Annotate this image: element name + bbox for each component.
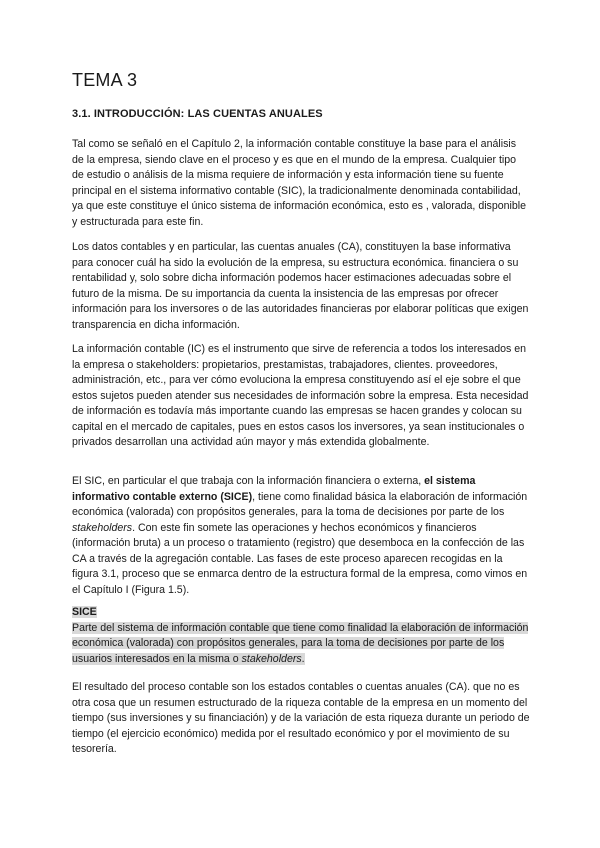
sice-definition-box — [72, 605, 530, 667]
sice-definition-term: SICE — [72, 606, 97, 618]
paragraph-sic-part-c: , tiene como finalidad básica la elaboración de información económica (valorada) con propósitos generales, para la toma de decisiones por parte de los — [72, 490, 528, 518]
paragraph-sic-part-e: . Con este fin somete las operaciones y hechos económicos y financieros (información bruta) a un proceso o tratamiento (registro) que desemboca en la confección de las CA a través de la agregación contable. Las fases de este proceso aparecen recogidas en la figura 3.1, proceso que se enmarca dentro de la estructura formal de la empresa, como vimos en el Capítulo I (Figura 1.5). — [72, 521, 528, 596]
paragraph-sic-emphasis: el sistema informativo contable externo (SICE) — [72, 475, 476, 503]
sice-definition-text: Parte del sistema de información contable que tiene como finalidad la elaboración de información económica (valorada) con propósitos generales, para la toma de decisiones por parte de los usuarios interesados en la misma o stakeholders. — [72, 621, 529, 665]
section-heading: 3.1. INTRODUCCIÓN: LAS CUENTAS ANUALES — [72, 108, 323, 120]
paragraph-sic-part-a: El SIC, en particular el que trabaja con la información financiera o externa, — [72, 475, 425, 487]
page-title: TEMA 3 — [72, 70, 138, 90]
paragraph-accounting-data: Los datos contables y en particular, las cuentas anuales (CA), constituyen la base informativa para conocer cuál ha sido la evolución de la empresa, su estructura económica. financiera o su rentabilidad y, solo sobre dicha información podemos hacer estimaciones adecuadas sobre el futuro de la misma. De su importancia da cuenta la insistencia de las empresas por ofrecer información para los inversores o de las autoridades financieras por elaborar políticas que exigen transparencia en dicha información. — [72, 241, 529, 331]
paragraph-sic — [72, 474, 530, 598]
paragraph-sic-stakeholders: stakeholders — [72, 521, 133, 534]
paragraph-result: El resultado del proceso contable son los estados contables o cuentas anuales (CA). que no es otra cosa que un resumen estructurado de la riqueza contable de la empresa en un momento del tiempo (sus inversiones y su financiación) y de la variación de esta riqueza durante un periodo de tiempo (el ejercicio económico) medida por el resultado económico y por el movimiento de su tesorería. — [72, 681, 530, 755]
paragraph-intro: Tal como se señaló en el Capítulo 2, la información contable constituye la base para el análisis de la empresa, siendo clave en el proceso y es que en el mundo de la empresa. Cualquier tipo de estudio o análisis de la misma requiere de información y esta información tiene su fuente principal en el sistema informativo contable (SIC), la tradicionalmente denominada contabilidad, ya que este constituye el único sistema de información económica, esto es , valorada, disponible y estructurada para este fin. — [72, 138, 527, 228]
paragraph-accounting-information: La información contable (IC) es el instrumento que sirve de referencia a todos los interesados en la empresa o stakeholders: propietarios, prestamistas, trabajadores, clientes. proveedores, administración, etc., para ver cómo evoluciona la empresa constituyendo así el eje sobre el que estos sujetos pueden atender sus necesidades de información sobre la empresa. Esta necesidad de información es todavía más importante cuando las empresas se hacen grandes y colocan su capital en el mercado de capitales, pues en estos casos los inversores, ya sean institucionales o privados desarrollan una actividad aún mayor y más extendida globalmente. — [72, 343, 529, 448]
